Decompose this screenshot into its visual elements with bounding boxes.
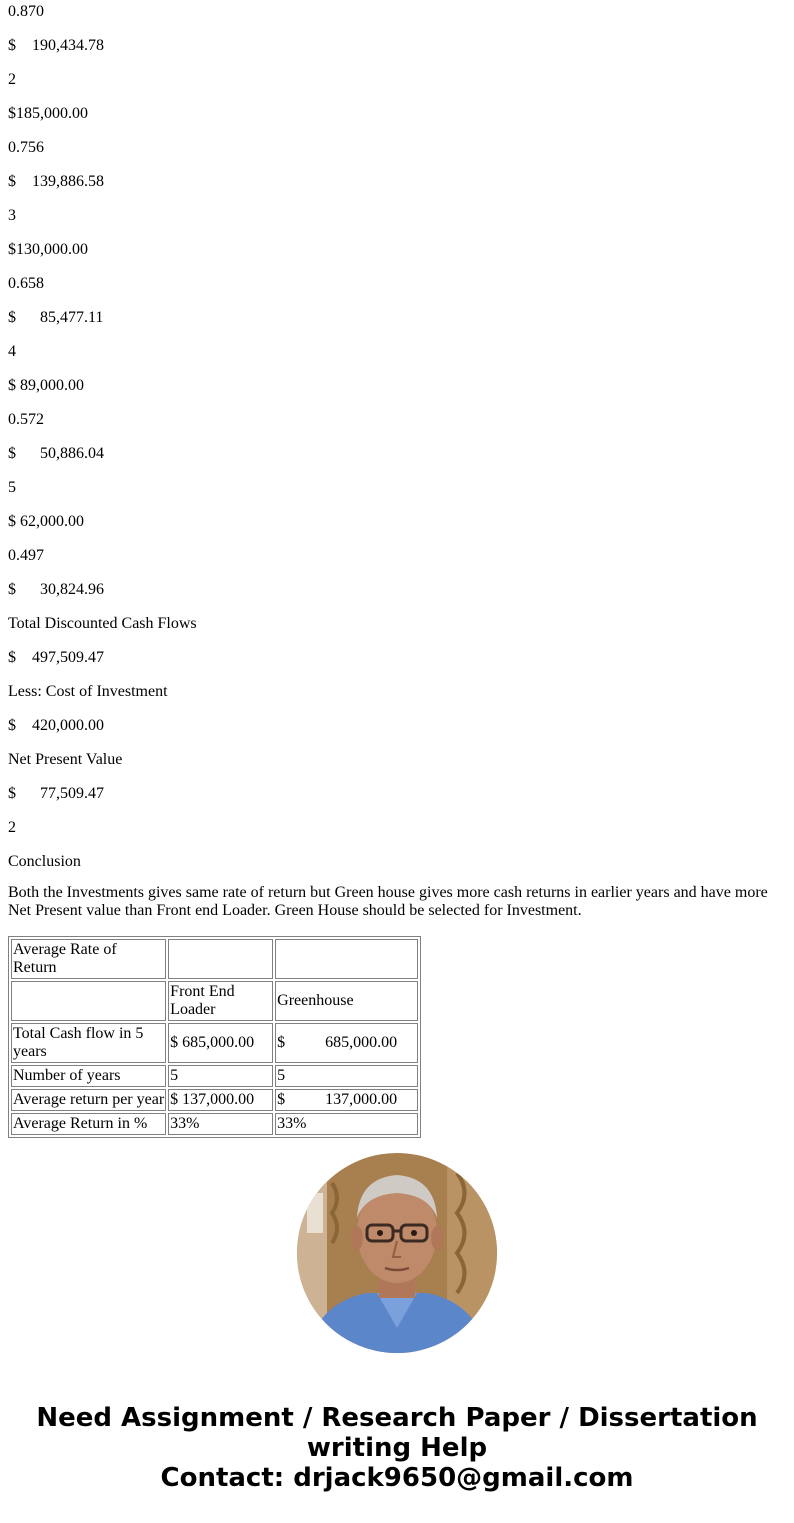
table-row: [11, 1023, 418, 1063]
author-portrait: [297, 1153, 497, 1353]
text-line: $ 89,000.00: [8, 377, 84, 394]
text-line: 0.756: [8, 139, 44, 156]
net-present-value-label: Net Present Value: [8, 751, 123, 768]
text-line: 3: [8, 207, 16, 224]
table-cell: 5: [168, 1065, 273, 1087]
table-cell: Number of years: [11, 1065, 166, 1087]
table-cell: $ 137,000.00: [275, 1089, 418, 1111]
text-line: $ 190,434.78: [8, 37, 104, 54]
table-cell: $ 685,000.00: [275, 1023, 418, 1063]
net-present-value-value: $ 77,509.47: [8, 785, 104, 802]
table-cell: 33%: [168, 1113, 273, 1135]
text-line: $130,000.00: [8, 241, 88, 258]
table-header-row: [11, 981, 418, 1021]
text-line: $ 62,000.00: [8, 513, 84, 530]
conclusion-paragraph: Both the Investments gives same rate of return but Green house gives more cash returns in earlier years and have more Net Present value than Front end Loader. Green House should be selected for Investment.: [8, 884, 768, 919]
table-cell: Total Cash flow in 5 years: [11, 1023, 166, 1063]
section-number: 2: [8, 819, 16, 836]
table-cell: [168, 939, 273, 979]
table-header-cell: Greenhouse: [275, 981, 418, 1021]
text-line: $ 30,824.96: [8, 581, 104, 598]
avatar: [297, 1153, 497, 1353]
conclusion-heading: Conclusion: [8, 853, 81, 870]
table-title-cell: Average Rate of Return: [11, 939, 166, 979]
text-line: $ 139,886.58: [8, 173, 104, 190]
table-cell: [275, 939, 418, 979]
text-line: 4: [8, 343, 16, 360]
table-row: [11, 1113, 418, 1135]
footer-line: writing Help: [306, 1433, 488, 1463]
footer-line: Need Assignment / Research Paper / Dissertation: [36, 1403, 758, 1433]
table-cell: Average return per year: [11, 1089, 166, 1111]
cost-of-investment-label: Less: Cost of Investment: [8, 683, 168, 700]
table-cell: $ 685,000.00: [168, 1023, 273, 1063]
table-cell: 5: [275, 1065, 418, 1087]
text-line: 0.658: [8, 275, 44, 292]
total-discounted-label: Total Discounted Cash Flows: [8, 615, 197, 632]
table-header-cell: [11, 981, 166, 1021]
total-discounted-value: $ 497,509.47: [8, 649, 104, 666]
text-line: 5: [8, 479, 16, 496]
footer-banner: [0, 1403, 794, 1493]
text-line: 0.572: [8, 411, 44, 428]
text-line: 0.497: [8, 547, 44, 564]
cash-flow-lines: [8, 0, 786, 884]
table-cell: 33%: [275, 1113, 418, 1135]
table-cell: Average Return in %: [11, 1113, 166, 1135]
table-row: [11, 1065, 418, 1087]
text-line: 0.870: [8, 3, 44, 20]
text-line: $ 85,477.11: [8, 309, 104, 326]
table-cell: $ 137,000.00: [168, 1089, 273, 1111]
cost-of-investment-value: $ 420,000.00: [8, 717, 104, 734]
table-header-cell: Front End Loader: [168, 981, 273, 1021]
text-line: $ 50,886.04: [8, 445, 104, 462]
text-line: 2: [8, 71, 16, 88]
text-line: $185,000.00: [8, 105, 88, 122]
footer-contact: Contact: drjack9650@gmail.com: [160, 1463, 634, 1493]
table-row: [11, 939, 418, 979]
table-row: [11, 1089, 418, 1111]
average-rate-table: [8, 936, 421, 1138]
